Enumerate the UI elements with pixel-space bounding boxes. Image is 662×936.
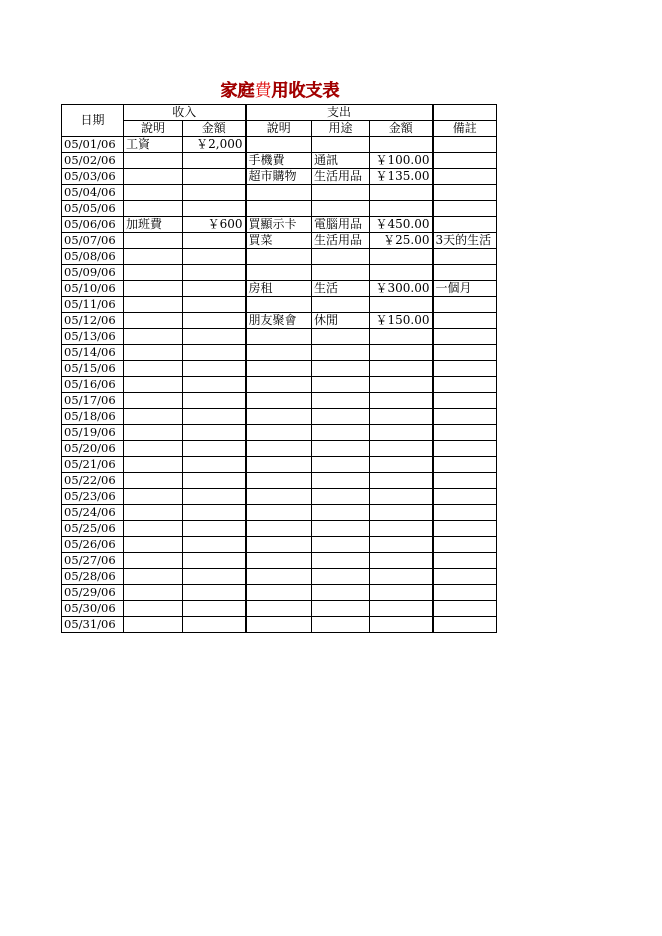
- cell-income-amount[interactable]: [183, 281, 246, 297]
- cell-expense-purpose[interactable]: [312, 185, 370, 201]
- cell-date[interactable]: 05/08/06: [62, 249, 124, 265]
- cell-remarks[interactable]: 3天的生活: [433, 233, 497, 249]
- cell-expense-purpose[interactable]: [312, 601, 370, 617]
- cell-expense-purpose[interactable]: [312, 137, 370, 153]
- cell-expense-purpose[interactable]: 生活: [312, 281, 370, 297]
- table-row: [62, 377, 497, 393]
- table-row: [62, 457, 497, 473]
- ledger-body: [62, 137, 497, 633]
- cell-date[interactable]: 05/25/06: [62, 521, 124, 537]
- cell-expense-amount[interactable]: [370, 265, 433, 281]
- cell-income-desc[interactable]: [124, 201, 183, 217]
- table-row: [62, 489, 497, 505]
- cell-expense-purpose[interactable]: 通訊: [312, 153, 370, 169]
- cell-expense-amount[interactable]: [370, 137, 433, 153]
- cell-expense-purpose[interactable]: [312, 425, 370, 441]
- cell-income-amount[interactable]: [183, 617, 246, 633]
- cell-remarks[interactable]: [433, 585, 497, 601]
- cell-expense-desc[interactable]: [246, 457, 312, 473]
- cell-expense-desc[interactable]: [246, 265, 312, 281]
- cell-expense-desc[interactable]: [246, 377, 312, 393]
- cell-expense-amount[interactable]: [370, 553, 433, 569]
- cell-expense-amount[interactable]: [370, 537, 433, 553]
- cell-expense-desc[interactable]: [246, 521, 312, 537]
- table-row: [62, 217, 497, 233]
- cell-remarks[interactable]: [433, 329, 497, 345]
- header-income-desc[interactable]: 說明: [124, 121, 183, 137]
- cell-income-amount[interactable]: [183, 553, 246, 569]
- cell-date[interactable]: 05/30/06: [62, 601, 124, 617]
- cell-expense-amount[interactable]: [370, 569, 433, 585]
- cell-remarks[interactable]: [433, 169, 497, 185]
- cell-income-amount[interactable]: [183, 361, 246, 377]
- table-row: [62, 585, 497, 601]
- cell-expense-purpose[interactable]: [312, 265, 370, 281]
- cell-expense-purpose[interactable]: [312, 521, 370, 537]
- cell-expense-purpose[interactable]: [312, 553, 370, 569]
- cell-expense-desc[interactable]: 房租: [246, 281, 312, 297]
- cell-expense-desc[interactable]: 朋友聚會: [246, 313, 312, 329]
- cell-date[interactable]: 05/20/06: [62, 441, 124, 457]
- cell-date[interactable]: 05/11/06: [62, 297, 124, 313]
- cell-expense-purpose[interactable]: [312, 393, 370, 409]
- cell-expense-amount[interactable]: [370, 201, 433, 217]
- cell-expense-desc[interactable]: [246, 537, 312, 553]
- cell-remarks[interactable]: [433, 489, 497, 505]
- cell-expense-desc[interactable]: 買菜: [246, 233, 312, 249]
- cell-expense-desc[interactable]: 超市購物: [246, 169, 312, 185]
- table-row: [62, 617, 497, 633]
- cell-expense-desc[interactable]: [246, 569, 312, 585]
- cell-expense-amount[interactable]: [370, 345, 433, 361]
- table-row: [62, 361, 497, 377]
- cell-expense-desc[interactable]: [246, 441, 312, 457]
- table-row: [62, 393, 497, 409]
- cell-remarks[interactable]: [433, 217, 497, 233]
- cell-income-amount[interactable]: [183, 521, 246, 537]
- cell-expense-purpose[interactable]: [312, 361, 370, 377]
- cell-income-desc[interactable]: [124, 521, 183, 537]
- cell-income-desc[interactable]: [124, 265, 183, 281]
- header-income-amount[interactable]: 金額: [183, 121, 246, 137]
- cell-income-amount[interactable]: ￥600: [183, 217, 246, 233]
- cell-expense-purpose[interactable]: 生活用品: [312, 233, 370, 249]
- cell-expense-amount[interactable]: [370, 185, 433, 201]
- cell-income-desc[interactable]: [124, 585, 183, 601]
- cell-expense-desc[interactable]: [246, 297, 312, 313]
- cell-income-desc[interactable]: [124, 313, 183, 329]
- cell-expense-purpose[interactable]: 生活用品: [312, 169, 370, 185]
- cell-income-desc[interactable]: [124, 505, 183, 521]
- cell-expense-desc[interactable]: 買顯示卡: [246, 217, 312, 233]
- cell-remarks[interactable]: [433, 505, 497, 521]
- cell-income-desc[interactable]: [124, 473, 183, 489]
- cell-income-desc[interactable]: [124, 297, 183, 313]
- cell-expense-purpose[interactable]: [312, 537, 370, 553]
- cell-expense-amount[interactable]: [370, 521, 433, 537]
- cell-income-amount[interactable]: [183, 265, 246, 281]
- cell-expense-desc[interactable]: [246, 345, 312, 361]
- cell-income-amount[interactable]: [183, 185, 246, 201]
- cell-remarks[interactable]: [433, 249, 497, 265]
- cell-remarks[interactable]: [433, 265, 497, 281]
- cell-expense-purpose[interactable]: 電腦用品: [312, 217, 370, 233]
- cell-income-desc[interactable]: [124, 249, 183, 265]
- cell-remarks[interactable]: [433, 553, 497, 569]
- cell-remarks[interactable]: [433, 569, 497, 585]
- cell-date[interactable]: 05/07/06: [62, 233, 124, 249]
- ledger-table: [61, 104, 497, 633]
- cell-date[interactable]: 05/09/06: [62, 265, 124, 281]
- cell-expense-purpose[interactable]: [312, 249, 370, 265]
- cell-expense-amount[interactable]: [370, 425, 433, 441]
- cell-income-amount[interactable]: [183, 505, 246, 521]
- cell-income-amount[interactable]: [183, 425, 246, 441]
- table-row: [62, 249, 497, 265]
- cell-date[interactable]: 05/04/06: [62, 185, 124, 201]
- cell-income-desc[interactable]: [124, 409, 183, 425]
- cell-income-amount[interactable]: [183, 441, 246, 457]
- cell-expense-purpose[interactable]: 休閒: [312, 313, 370, 329]
- table-row: [62, 521, 497, 537]
- cell-income-amount[interactable]: [183, 393, 246, 409]
- cell-income-desc[interactable]: [124, 537, 183, 553]
- cell-date[interactable]: 05/31/06: [62, 617, 124, 633]
- cell-income-amount[interactable]: [183, 153, 246, 169]
- cell-expense-amount[interactable]: [370, 377, 433, 393]
- cell-date[interactable]: 05/06/06: [62, 217, 124, 233]
- header-expense-amount[interactable]: 金額: [370, 121, 433, 137]
- cell-remarks[interactable]: [433, 313, 497, 329]
- cell-expense-amount[interactable]: [370, 409, 433, 425]
- cell-expense-amount[interactable]: ￥25.00: [370, 233, 433, 249]
- table-row: [62, 297, 497, 313]
- cell-expense-purpose[interactable]: [312, 409, 370, 425]
- cell-income-amount[interactable]: [183, 585, 246, 601]
- cell-expense-amount[interactable]: [370, 617, 433, 633]
- cell-income-amount[interactable]: [183, 409, 246, 425]
- cell-income-desc[interactable]: [124, 441, 183, 457]
- table-row: [62, 505, 497, 521]
- cell-date[interactable]: 05/10/06: [62, 281, 124, 297]
- cell-date[interactable]: 05/03/06: [62, 169, 124, 185]
- table-row: [62, 137, 497, 153]
- cell-income-amount[interactable]: [183, 537, 246, 553]
- cell-date[interactable]: 05/16/06: [62, 377, 124, 393]
- cell-date[interactable]: 05/27/06: [62, 553, 124, 569]
- cell-expense-desc[interactable]: [246, 585, 312, 601]
- cell-remarks[interactable]: [433, 521, 497, 537]
- cell-expense-purpose[interactable]: [312, 441, 370, 457]
- cell-income-desc[interactable]: [124, 601, 183, 617]
- cell-remarks[interactable]: [433, 425, 497, 441]
- table-row: [62, 169, 497, 185]
- cell-expense-desc[interactable]: [246, 361, 312, 377]
- cell-expense-desc[interactable]: 手機費: [246, 153, 312, 169]
- cell-expense-amount[interactable]: [370, 457, 433, 473]
- table-row: [62, 329, 497, 345]
- cell-income-desc[interactable]: [124, 169, 183, 185]
- cell-income-amount[interactable]: ￥2,000: [183, 137, 246, 153]
- table-row: [62, 441, 497, 457]
- table-row: [62, 233, 497, 249]
- cell-expense-amount[interactable]: [370, 505, 433, 521]
- cell-expense-desc[interactable]: [246, 201, 312, 217]
- cell-income-amount[interactable]: [183, 329, 246, 345]
- cell-income-desc[interactable]: [124, 345, 183, 361]
- cell-income-amount[interactable]: [183, 377, 246, 393]
- cell-date[interactable]: 05/21/06: [62, 457, 124, 473]
- table-row: [62, 281, 497, 297]
- cell-remarks[interactable]: [433, 345, 497, 361]
- cell-income-desc[interactable]: 工資: [124, 137, 183, 153]
- cell-expense-desc[interactable]: [246, 393, 312, 409]
- cell-expense-purpose[interactable]: [312, 489, 370, 505]
- cell-expense-purpose[interactable]: [312, 505, 370, 521]
- table-row: [62, 537, 497, 553]
- cell-income-amount[interactable]: [183, 169, 246, 185]
- cell-income-desc[interactable]: [124, 617, 183, 633]
- cell-income-desc[interactable]: [124, 425, 183, 441]
- cell-expense-amount[interactable]: ￥300.00: [370, 281, 433, 297]
- sheet-title: [0, 80, 560, 102]
- cell-income-desc[interactable]: [124, 489, 183, 505]
- cell-income-amount[interactable]: [183, 489, 246, 505]
- cell-remarks[interactable]: [433, 601, 497, 617]
- cell-income-desc[interactable]: [124, 281, 183, 297]
- cell-expense-amount[interactable]: [370, 297, 433, 313]
- cell-expense-amount[interactable]: [370, 361, 433, 377]
- title-part-2: 費: [254, 81, 272, 101]
- cell-expense-desc[interactable]: [246, 185, 312, 201]
- cell-income-amount[interactable]: [183, 313, 246, 329]
- cell-expense-amount[interactable]: [370, 249, 433, 265]
- cell-remarks[interactable]: [433, 409, 497, 425]
- cell-remarks[interactable]: [433, 153, 497, 169]
- cell-date[interactable]: 05/01/06: [62, 137, 124, 153]
- table-row: [62, 345, 497, 361]
- header-date[interactable]: 日期: [62, 105, 124, 137]
- cell-income-desc[interactable]: [124, 361, 183, 377]
- cell-remarks[interactable]: [433, 617, 497, 633]
- cell-income-desc[interactable]: [124, 457, 183, 473]
- cell-date[interactable]: 05/02/06: [62, 153, 124, 169]
- cell-expense-desc[interactable]: [246, 409, 312, 425]
- cell-income-desc[interactable]: [124, 569, 183, 585]
- cell-expense-amount[interactable]: ￥100.00: [370, 153, 433, 169]
- cell-remarks[interactable]: [433, 537, 497, 553]
- cell-remarks[interactable]: [433, 377, 497, 393]
- cell-expense-amount[interactable]: [370, 489, 433, 505]
- cell-date[interactable]: 05/12/06: [62, 313, 124, 329]
- cell-expense-amount[interactable]: ￥150.00: [370, 313, 433, 329]
- cell-income-desc[interactable]: [124, 185, 183, 201]
- cell-remarks[interactable]: [433, 361, 497, 377]
- cell-date[interactable]: 05/17/06: [62, 393, 124, 409]
- cell-expense-amount[interactable]: [370, 393, 433, 409]
- cell-expense-purpose[interactable]: [312, 345, 370, 361]
- table-row: [62, 473, 497, 489]
- cell-expense-purpose[interactable]: [312, 297, 370, 313]
- cell-expense-amount[interactable]: [370, 601, 433, 617]
- cell-expense-purpose[interactable]: [312, 329, 370, 345]
- cell-expense-desc[interactable]: [246, 249, 312, 265]
- cell-expense-purpose[interactable]: [312, 377, 370, 393]
- cell-date[interactable]: 05/28/06: [62, 569, 124, 585]
- cell-expense-amount[interactable]: [370, 441, 433, 457]
- cell-remarks[interactable]: [433, 137, 497, 153]
- cell-income-amount[interactable]: [183, 457, 246, 473]
- cell-expense-desc[interactable]: [246, 489, 312, 505]
- cell-expense-desc[interactable]: [246, 553, 312, 569]
- cell-expense-desc[interactable]: [246, 505, 312, 521]
- cell-expense-desc[interactable]: [246, 601, 312, 617]
- cell-remarks[interactable]: [433, 393, 497, 409]
- cell-expense-amount[interactable]: ￥135.00: [370, 169, 433, 185]
- cell-income-amount[interactable]: [183, 249, 246, 265]
- cell-expense-purpose[interactable]: [312, 569, 370, 585]
- cell-income-amount[interactable]: [183, 473, 246, 489]
- cell-income-amount[interactable]: [183, 345, 246, 361]
- cell-expense-amount[interactable]: [370, 329, 433, 345]
- cell-remarks[interactable]: [433, 473, 497, 489]
- cell-income-desc[interactable]: [124, 377, 183, 393]
- cell-income-amount[interactable]: [183, 233, 246, 249]
- header-remarks[interactable]: 備註: [433, 121, 497, 137]
- header-income[interactable]: 收入: [124, 105, 246, 121]
- table-row: [62, 265, 497, 281]
- cell-income-amount[interactable]: [183, 601, 246, 617]
- cell-expense-desc[interactable]: [246, 137, 312, 153]
- cell-expense-purpose[interactable]: [312, 473, 370, 489]
- header-expense-purpose[interactable]: 用途: [312, 121, 370, 137]
- cell-expense-purpose[interactable]: [312, 457, 370, 473]
- header-expense-desc[interactable]: 說明: [246, 121, 312, 137]
- cell-income-amount[interactable]: [183, 201, 246, 217]
- header-expense[interactable]: 支出: [246, 105, 433, 121]
- cell-expense-desc[interactable]: [246, 617, 312, 633]
- cell-expense-amount[interactable]: ￥450.00: [370, 217, 433, 233]
- table-row: [62, 185, 497, 201]
- title-part-1: 家庭: [220, 81, 255, 101]
- cell-income-amount[interactable]: [183, 569, 246, 585]
- title-part-3: 用收支表: [271, 81, 340, 101]
- cell-remarks[interactable]: [433, 457, 497, 473]
- cell-date[interactable]: 05/19/06: [62, 425, 124, 441]
- cell-expense-desc[interactable]: [246, 473, 312, 489]
- table-row: [62, 425, 497, 441]
- cell-income-desc[interactable]: [124, 233, 183, 249]
- cell-date[interactable]: 05/23/06: [62, 489, 124, 505]
- cell-income-desc[interactable]: [124, 329, 183, 345]
- cell-date[interactable]: 05/18/06: [62, 409, 124, 425]
- cell-income-amount[interactable]: [183, 297, 246, 313]
- header-remarks-top[interactable]: [433, 105, 497, 121]
- cell-date[interactable]: 05/13/06: [62, 329, 124, 345]
- cell-expense-amount[interactable]: [370, 585, 433, 601]
- cell-date[interactable]: 05/29/06: [62, 585, 124, 601]
- cell-expense-desc[interactable]: [246, 425, 312, 441]
- cell-date[interactable]: 05/24/06: [62, 505, 124, 521]
- cell-date[interactable]: 05/22/06: [62, 473, 124, 489]
- cell-remarks[interactable]: [433, 297, 497, 313]
- cell-income-desc[interactable]: [124, 393, 183, 409]
- cell-remarks[interactable]: [433, 441, 497, 457]
- cell-income-desc[interactable]: [124, 153, 183, 169]
- table-row: [62, 313, 497, 329]
- cell-expense-purpose[interactable]: [312, 617, 370, 633]
- table-row: [62, 569, 497, 585]
- table-row: [62, 553, 497, 569]
- table-row: [62, 153, 497, 169]
- cell-expense-amount[interactable]: [370, 473, 433, 489]
- cell-remarks[interactable]: [433, 201, 497, 217]
- cell-date[interactable]: 05/14/06: [62, 345, 124, 361]
- table-row: [62, 201, 497, 217]
- cell-date[interactable]: 05/26/06: [62, 537, 124, 553]
- cell-date[interactable]: 05/05/06: [62, 201, 124, 217]
- cell-income-desc[interactable]: [124, 553, 183, 569]
- cell-expense-purpose[interactable]: [312, 585, 370, 601]
- cell-income-desc[interactable]: 加班費: [124, 217, 183, 233]
- cell-remarks[interactable]: 一個月: [433, 281, 497, 297]
- cell-remarks[interactable]: [433, 185, 497, 201]
- cell-date[interactable]: 05/15/06: [62, 361, 124, 377]
- cell-expense-purpose[interactable]: [312, 201, 370, 217]
- table-row: [62, 601, 497, 617]
- cell-expense-desc[interactable]: [246, 329, 312, 345]
- table-row: [62, 409, 497, 425]
